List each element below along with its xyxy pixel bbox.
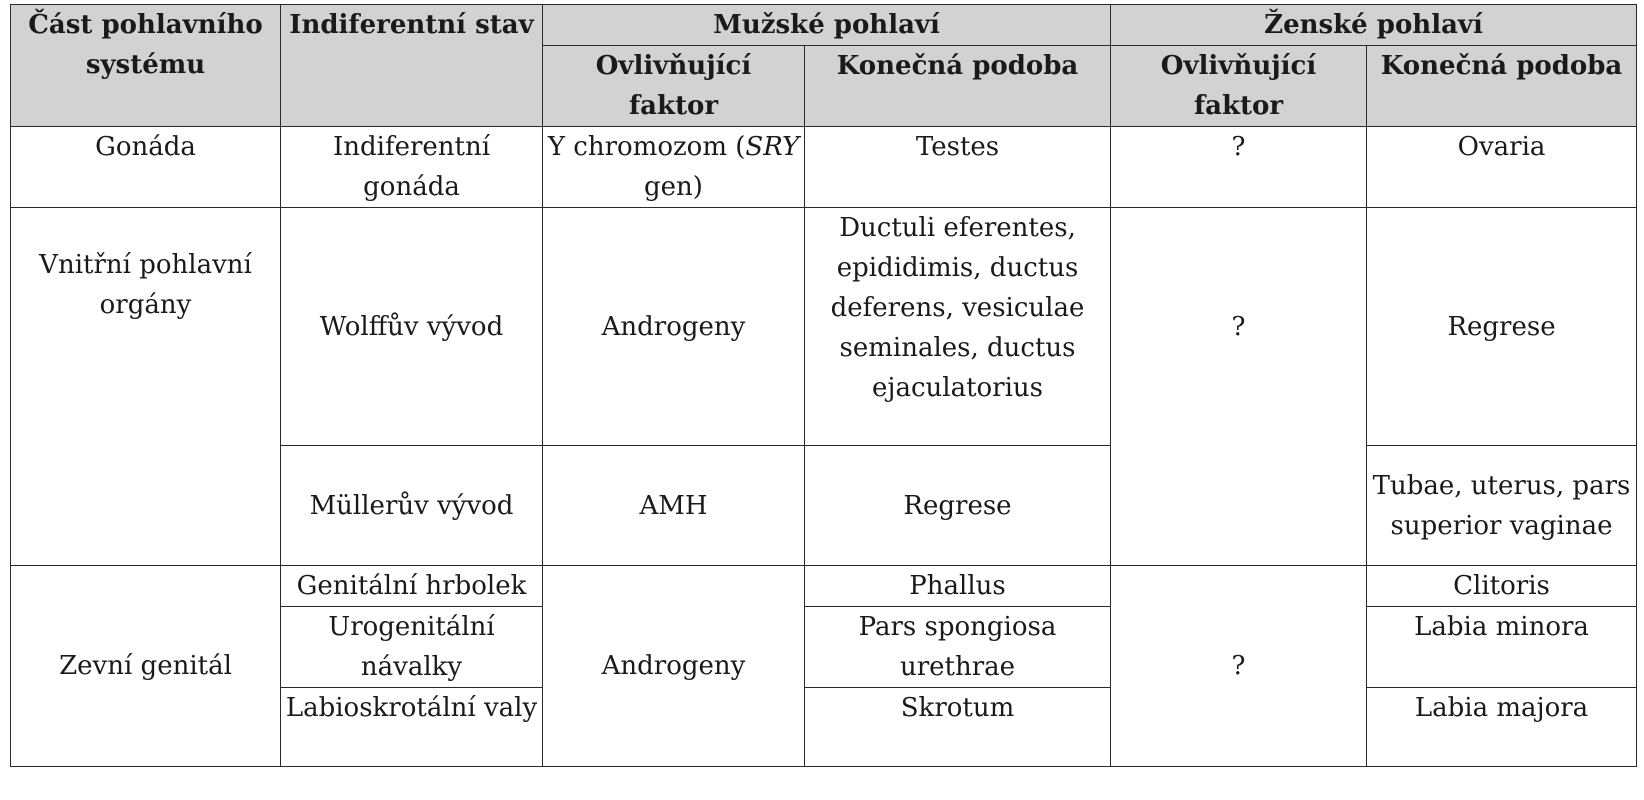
gonad-male-factor-b: gen) xyxy=(644,172,703,202)
gonad-male-factor xyxy=(543,127,805,208)
list-item: Genitální hrbolek xyxy=(296,571,527,601)
list-item: Labioskrotální valy xyxy=(281,687,542,766)
external-part: Zevní genitál xyxy=(11,566,281,767)
header-male-factor: Ovlivňující faktor xyxy=(543,46,805,127)
wolff-male-factor: Androgeny xyxy=(543,208,805,446)
table-row xyxy=(11,566,1637,767)
list-item: Labia minora xyxy=(1367,606,1636,687)
muller-indifferent: Müllerův vývod xyxy=(281,446,543,566)
header-female-final: Konečná podoba xyxy=(1367,46,1637,127)
table-row xyxy=(11,127,1637,208)
sexual-differentiation-table xyxy=(10,4,1637,767)
external-female-final-stack xyxy=(1367,566,1637,767)
table-wrapper xyxy=(10,4,1636,767)
gonad-female-factor: ? xyxy=(1111,127,1367,208)
list-item: Pars spongiosa urethrae xyxy=(805,606,1110,687)
gene-name: SRY xyxy=(745,132,800,162)
list-item: Labia majora xyxy=(1367,687,1636,766)
header-female: Ženské pohlaví xyxy=(1111,5,1637,46)
header-indifferent: Indiferentní stav xyxy=(281,5,543,127)
external-male-factor: Androgeny xyxy=(543,566,805,767)
muller-male-final: Regrese xyxy=(805,446,1111,566)
table-row xyxy=(11,208,1637,446)
muller-male-factor: AMH xyxy=(543,446,805,566)
header-part: Část pohlavního systému xyxy=(11,5,281,127)
internal-female-factor: ? xyxy=(1111,208,1367,566)
muller-female-final: Tubae, uterus, pars superior vaginae xyxy=(1367,446,1637,566)
external-male-final-stack xyxy=(805,566,1111,767)
list-item: Phallus xyxy=(909,571,1006,601)
internal-part: Vnitřní pohlavní orgány xyxy=(11,208,281,566)
wolff-male-final: Ductuli eferentes, epididimis, ductus deferens, vesiculae seminales, ductus ejaculatorius xyxy=(805,208,1111,446)
external-indifferent-stack xyxy=(281,566,543,767)
list-item: Clitoris xyxy=(1453,571,1550,601)
gonad-female-final: Ovaria xyxy=(1367,127,1637,208)
list-item: Urogenitální návalky xyxy=(281,606,542,687)
gonad-male-final: Testes xyxy=(805,127,1111,208)
wolff-indifferent: Wolffův vývod xyxy=(281,208,543,446)
header-female-factor: Ovlivňující faktor xyxy=(1111,46,1367,127)
list-item: Skrotum xyxy=(805,687,1110,766)
gonad-male-factor-a: Y chromozom ( xyxy=(547,132,746,162)
wolff-female-final: Regrese xyxy=(1367,208,1637,446)
header-male-final: Konečná podoba xyxy=(805,46,1111,127)
gonad-part: Gonáda xyxy=(11,127,281,208)
gonad-indifferent: Indiferentní gonáda xyxy=(281,127,543,208)
external-female-factor: ? xyxy=(1111,566,1367,767)
header-male: Mužské pohlaví xyxy=(543,5,1111,46)
